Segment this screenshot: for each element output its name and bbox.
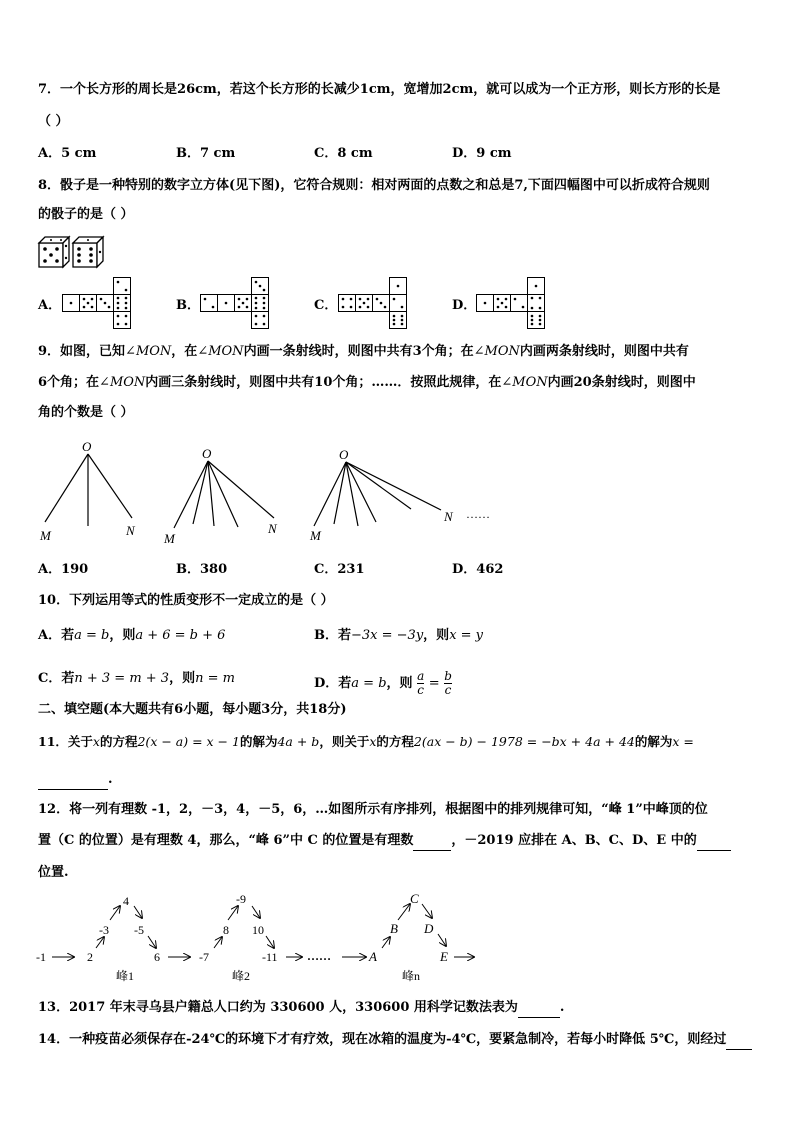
q10-option-c[interactable]: C．若n + 3 = m + 3，则n = m: [38, 671, 235, 686]
net-c-image[interactable]: [338, 276, 410, 332]
q8-option-c[interactable]: C．: [314, 298, 338, 313]
net-b-image[interactable]: [200, 276, 272, 332]
q9-line1: 9．如图，已知∠MON，在∠MON内画一条射线时，则图中共有3个角；在∠MON内画两条射线时，则图中共有: [38, 344, 689, 359]
q8-option-a[interactable]: A．: [38, 298, 62, 313]
fig2-label-o: O: [202, 446, 212, 461]
q12-line2: 置（C 的位置）是有理数 4，那么，“峰 6”中 C 的位置是有理数 ，－2019 应排在 A、B、C、D、E 中的: [38, 832, 731, 851]
q12-blank-2[interactable]: [697, 832, 731, 851]
peakn-e: E: [440, 949, 448, 964]
seq-start: -1: [36, 950, 46, 964]
q9-line3: 角的个数是（ ）: [38, 405, 134, 420]
peakn-d: D: [424, 921, 434, 936]
fig3-label-n: N: [444, 509, 453, 524]
q11-answer-blank[interactable]: [38, 771, 108, 790]
q13-answer-blank[interactable]: [518, 999, 560, 1018]
q7-option-b[interactable]: B．7 cm: [176, 146, 236, 161]
net-a-image[interactable]: [62, 276, 134, 332]
peak-dots: ……: [307, 949, 331, 963]
peakn-b: B: [390, 921, 398, 936]
q12-line1: 12．将一列有理数 -1，2，－3，4，－5，6，…如图所示有序排列，根据图中的排列规律可知，“峰 1”中峰顶的位: [38, 802, 708, 817]
q7-option-c[interactable]: C．8 cm: [314, 146, 373, 161]
fig1-label-o: O: [82, 439, 92, 454]
die-right-icon: [73, 237, 103, 267]
q13-line: 13．2017 年末寻乌县户籍总人口约为 330600 人，330600 用科学记数法表为 .: [38, 999, 564, 1018]
q8-line2: 的骰子的是（ ）: [38, 207, 134, 222]
q8-line1: 8．骰子是一种特别的数字立方体(见下图)，它符合规则：相对两面的点数之和总是7,下面四幅图中可以折成符合规则: [38, 178, 710, 193]
net-d-image[interactable]: [476, 276, 548, 332]
peakn-a: A: [369, 949, 377, 964]
q8-option-b[interactable]: B．: [176, 298, 200, 313]
peakn-caption: 峰n: [402, 969, 421, 983]
peak1-a: 2: [87, 950, 93, 964]
peak1-c: 4: [123, 894, 129, 908]
fig3-label-o: O: [339, 447, 349, 462]
q7-line2: （ ）: [38, 114, 69, 129]
fig3-dots: ……: [466, 507, 490, 521]
peak2-a: -7: [199, 950, 209, 964]
q14-line: 14．一种疫苗必须保存在-24℃的环境下才有疗效，现在冰箱的温度为-4℃，要紧急制冷，若每小时降低 5℃，则经过: [38, 1031, 752, 1050]
peakn-c: C: [410, 891, 419, 906]
die-left-icon: [39, 237, 69, 267]
q9-option-a[interactable]: A．190: [38, 562, 89, 577]
fig2-label-n: N: [268, 521, 277, 536]
fraction-b-over-c: $\frac{b}{c}$: [444, 669, 452, 697]
peak1-e: 6: [154, 950, 160, 964]
q7-option-d[interactable]: D．9 cm: [452, 146, 512, 161]
q14-answer-blank[interactable]: [726, 1031, 752, 1050]
q10-option-d[interactable]: D．若a = b，则 $\frac{a}{c}$ = $\frac{b}{c}$: [314, 669, 452, 697]
fraction-a-over-c: $\frac{a}{c}$: [417, 669, 425, 697]
q11-line2: .: [38, 771, 113, 790]
fig1-label-m: M: [40, 528, 51, 543]
peak2-d: 10: [252, 923, 264, 937]
peak2-e: -11: [262, 950, 278, 964]
q11-line1: 11．关于x的方程2(x − a) = x − 1的解为4a + b，则关于x的方程2(ax − b) − 1978 = −bx + 4a + 44的解为x =: [38, 734, 694, 749]
q8-option-d[interactable]: D．: [452, 298, 477, 313]
q9-option-c[interactable]: C．231: [314, 562, 365, 577]
angle-mon: ∠MON: [125, 344, 172, 359]
q12-blank-1[interactable]: [413, 832, 451, 851]
peaks-figure: [34, 888, 494, 986]
angle-rays-figure: [36, 434, 516, 550]
q9-line2: 6个角；在∠MON内画三条射线时，则图中共有10个角；……．按照此规律，在∠MON内画20条射线时，则图中: [38, 375, 696, 390]
fig1-label-n: N: [126, 523, 135, 538]
dice-image: [37, 235, 107, 270]
fig2-label-m: M: [164, 531, 175, 546]
q7-line1: 7．一个长方形的周长是26cm，若这个长方形的长减少1cm，宽增加2cm，就可以成为一个正方形，则长方形的长是: [38, 82, 721, 97]
q9-option-b[interactable]: B．380: [176, 562, 228, 577]
section-2-heading: 二、填空题(本大题共有6小题，每小题3分，共18分): [38, 702, 347, 717]
fig3-label-m: M: [310, 528, 321, 543]
peak2-b: 8: [223, 923, 229, 937]
peak1-d: -5: [134, 923, 144, 937]
q10-option-a[interactable]: A．若a = b，则a + 6 = b + 6: [38, 628, 226, 643]
peak2-caption: 峰2: [232, 969, 251, 983]
q10-title: 10．下列运用等式的性质变形不一定成立的是（ ）: [38, 593, 334, 608]
q7-option-a[interactable]: A．5 cm: [38, 146, 97, 161]
q9-option-d[interactable]: D．462: [452, 562, 504, 577]
peak1-caption: 峰1: [116, 969, 135, 983]
peak2-c: -9: [236, 892, 246, 906]
q12-line3: 位置.: [38, 865, 69, 880]
peak1-b: -3: [99, 923, 109, 937]
q10-option-b[interactable]: B．若−3x = −3y，则x = y: [314, 628, 484, 643]
